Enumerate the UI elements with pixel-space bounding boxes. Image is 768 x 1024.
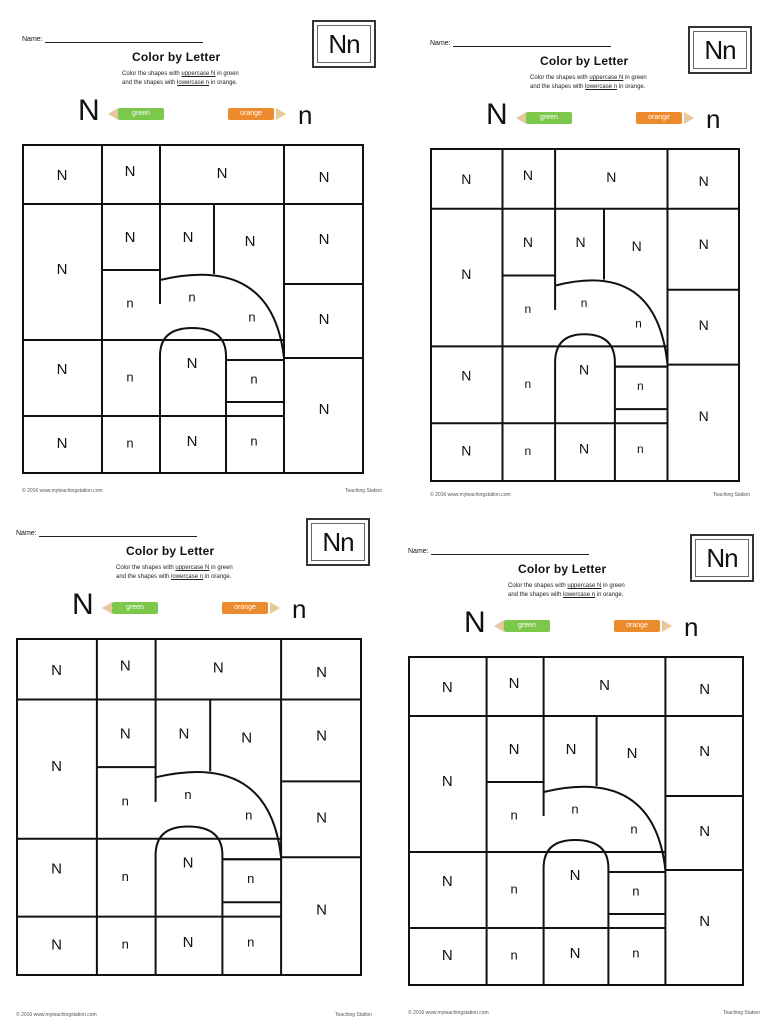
cell-letter-uppercase[interactable]: N bbox=[182, 228, 194, 246]
cell-letter-uppercase[interactable]: N bbox=[124, 162, 136, 180]
cell-letter-uppercase[interactable]: N bbox=[51, 936, 62, 954]
green-pencil-icon: green bbox=[102, 602, 160, 614]
cell-letter-uppercase[interactable]: N bbox=[56, 360, 68, 378]
lowercase-letter: n bbox=[684, 612, 699, 642]
green-pencil-icon: green bbox=[494, 620, 552, 632]
cell-letter-uppercase[interactable]: N bbox=[441, 772, 453, 790]
cell-letter-uppercase[interactable]: N bbox=[508, 674, 520, 692]
name-row bbox=[408, 546, 589, 555]
grid-svg bbox=[16, 638, 362, 976]
worksheet-3 bbox=[16, 514, 372, 1018]
cell-letter-uppercase[interactable]: N bbox=[241, 729, 253, 747]
footer: © 2016 www.myteachingstation.com Teaching Station bbox=[430, 492, 750, 498]
cell-letter-lowercase[interactable]: n bbox=[636, 379, 644, 394]
color-grid bbox=[22, 144, 364, 474]
lowercase-letter: n bbox=[292, 594, 307, 624]
instructions: Color the shapes with uppercase N in green and the shapes with lowercase n in orange. bbox=[116, 565, 233, 580]
cell-letter-lowercase[interactable]: n bbox=[126, 435, 134, 451]
orange-pencil-icon: orange bbox=[228, 108, 286, 120]
cell-letter-lowercase[interactable]: n bbox=[247, 871, 255, 887]
cell-letter-lowercase[interactable]: n bbox=[632, 945, 640, 961]
worksheet-title: Color by Letter bbox=[126, 544, 215, 558]
letter-badge: Nn bbox=[312, 20, 376, 68]
name-row bbox=[16, 528, 197, 537]
cell-letter-lowercase[interactable]: n bbox=[250, 433, 258, 449]
cell-letter-uppercase[interactable]: N bbox=[579, 440, 590, 457]
cell-letter-lowercase[interactable]: n bbox=[632, 883, 640, 899]
cell-letter-uppercase[interactable]: N bbox=[698, 407, 709, 424]
color-legend bbox=[72, 590, 332, 626]
color-legend bbox=[486, 100, 746, 136]
green-pencil-icon: green bbox=[108, 108, 166, 120]
cell-letter-uppercase[interactable]: N bbox=[119, 657, 131, 675]
color-grid bbox=[16, 638, 362, 976]
cell-letter-uppercase[interactable]: N bbox=[318, 168, 330, 186]
cell-letter-lowercase[interactable]: n bbox=[580, 296, 588, 311]
uppercase-letter: N bbox=[72, 588, 94, 621]
green-pencil-icon: green bbox=[516, 112, 574, 124]
instructions: Color the shapes with uppercase N in green and the shapes with lowercase n in orange. bbox=[508, 583, 625, 598]
cell-letter-lowercase[interactable]: n bbox=[510, 807, 518, 823]
grid-svg bbox=[22, 144, 364, 474]
cell-letter-uppercase[interactable]: N bbox=[441, 946, 453, 964]
cell-letter-uppercase[interactable]: N bbox=[579, 361, 590, 378]
uppercase-letter: N bbox=[464, 606, 486, 639]
cell-letter-uppercase[interactable]: N bbox=[318, 400, 330, 418]
name-label: Name: bbox=[408, 548, 429, 555]
cell-letter-uppercase[interactable]: N bbox=[316, 809, 327, 827]
worksheet-title: Color by Letter bbox=[540, 54, 629, 68]
letter-badge: Nn bbox=[690, 534, 754, 582]
cell-letter-uppercase[interactable]: N bbox=[316, 663, 327, 681]
cell-letter-lowercase[interactable]: n bbox=[250, 371, 258, 387]
cell-letter-uppercase[interactable]: N bbox=[522, 233, 533, 250]
instructions: Color the shapes with uppercase N in green and the shapes with lowercase n in orange. bbox=[122, 71, 239, 86]
cell-letter-uppercase[interactable]: N bbox=[56, 166, 68, 184]
grid-svg bbox=[430, 148, 740, 482]
instructions: Color the shapes with uppercase N in green and the shapes with lowercase n in orange. bbox=[530, 75, 647, 90]
footer: © 2016 www.myteachingstation.com Teaching Station bbox=[22, 488, 382, 494]
cell-letter-uppercase[interactable]: N bbox=[124, 228, 136, 246]
cell-letter-uppercase[interactable]: N bbox=[698, 173, 709, 190]
cell-letter-lowercase[interactable]: n bbox=[635, 316, 642, 331]
cell-letter-lowercase[interactable]: n bbox=[524, 302, 532, 317]
cell-letter-lowercase[interactable]: n bbox=[630, 821, 638, 837]
cell-letter-lowercase[interactable]: n bbox=[184, 787, 192, 803]
name-field-line[interactable] bbox=[39, 528, 197, 537]
cell-letter-uppercase[interactable]: N bbox=[565, 740, 577, 758]
cell-letter-lowercase[interactable]: n bbox=[121, 869, 129, 885]
cell-letter-lowercase[interactable]: n bbox=[248, 309, 256, 325]
cell-letter-uppercase[interactable]: N bbox=[522, 167, 533, 184]
color-grid bbox=[430, 148, 740, 482]
footer: © 2016 www.myteachingstation.com Teaching Station bbox=[408, 1010, 760, 1016]
cell-letter-uppercase[interactable]: N bbox=[569, 866, 581, 884]
worksheet-1 bbox=[22, 20, 382, 494]
cell-letter-uppercase[interactable]: N bbox=[575, 233, 586, 250]
cell-letter-uppercase[interactable]: N bbox=[441, 678, 453, 696]
cell-letter-lowercase[interactable]: n bbox=[510, 947, 518, 963]
cell-letter-lowercase[interactable]: n bbox=[188, 289, 196, 305]
cell-letter-lowercase[interactable]: n bbox=[245, 807, 253, 823]
cell-letter-lowercase[interactable]: n bbox=[524, 376, 532, 391]
cell-letter-uppercase[interactable]: N bbox=[626, 744, 638, 762]
cell-letter-uppercase[interactable]: N bbox=[461, 266, 472, 283]
cell-letter-lowercase[interactable]: n bbox=[524, 443, 532, 458]
cell-letter-uppercase[interactable]: N bbox=[316, 727, 327, 745]
name-field-line[interactable] bbox=[431, 546, 589, 555]
cell-letter-uppercase[interactable]: N bbox=[212, 659, 224, 677]
cell-letter-uppercase[interactable]: N bbox=[216, 164, 228, 182]
cell-letter-uppercase[interactable]: N bbox=[51, 758, 62, 776]
letter-badge: Nn bbox=[306, 518, 370, 566]
cell-letter-uppercase[interactable]: N bbox=[56, 434, 68, 452]
name-label: Name: bbox=[22, 36, 43, 43]
name-field-line[interactable] bbox=[453, 38, 611, 47]
orange-pencil-icon: orange bbox=[636, 112, 694, 124]
cell-letter-lowercase[interactable]: n bbox=[247, 934, 255, 950]
cell-letter-uppercase[interactable]: N bbox=[178, 725, 190, 743]
worksheet-4 bbox=[408, 532, 760, 1016]
cell-letter-lowercase[interactable]: n bbox=[636, 441, 644, 456]
name-row bbox=[22, 34, 203, 43]
cell-letter-uppercase[interactable]: N bbox=[699, 822, 711, 840]
cell-letter-uppercase[interactable]: N bbox=[318, 310, 330, 328]
cell-letter-lowercase[interactable]: n bbox=[510, 881, 518, 897]
cell-letter-uppercase[interactable]: N bbox=[461, 442, 472, 459]
cell-letter-uppercase[interactable]: N bbox=[51, 661, 62, 679]
worksheet-title: Color by Letter bbox=[132, 50, 221, 64]
cell-letter-uppercase[interactable]: N bbox=[599, 676, 610, 694]
name-row bbox=[430, 38, 611, 47]
cell-letter-uppercase[interactable]: N bbox=[508, 740, 520, 758]
cell-letter-uppercase[interactable]: N bbox=[244, 232, 256, 250]
cell-letter-uppercase[interactable]: N bbox=[569, 944, 581, 962]
cell-letter-uppercase[interactable]: N bbox=[461, 367, 472, 384]
color-grid bbox=[408, 656, 744, 986]
name-label: Name: bbox=[16, 530, 37, 537]
cell-letter-uppercase[interactable]: N bbox=[461, 171, 472, 188]
cell-letter-uppercase[interactable]: N bbox=[441, 872, 453, 890]
cell-letter-lowercase[interactable]: n bbox=[126, 369, 134, 385]
cell-letter-lowercase[interactable]: n bbox=[126, 295, 134, 311]
color-legend bbox=[464, 608, 724, 644]
lowercase-letter: n bbox=[706, 104, 721, 134]
name-field-line[interactable] bbox=[45, 34, 203, 43]
letter-badge: Nn bbox=[688, 26, 752, 74]
cell-letter-uppercase[interactable]: N bbox=[631, 237, 642, 254]
name-label: Name: bbox=[430, 40, 451, 47]
cell-letter-uppercase[interactable]: N bbox=[182, 854, 194, 872]
cell-letter-uppercase[interactable]: N bbox=[698, 235, 709, 252]
cell-letter-uppercase[interactable]: N bbox=[318, 230, 330, 248]
cell-letter-lowercase[interactable]: n bbox=[571, 801, 579, 817]
cell-letter-uppercase[interactable]: N bbox=[699, 742, 711, 760]
cell-letter-uppercase[interactable]: N bbox=[698, 316, 709, 333]
color-legend bbox=[78, 96, 338, 132]
grid-svg bbox=[408, 656, 744, 986]
cell-letter-lowercase[interactable]: n bbox=[121, 936, 129, 952]
cell-letter-uppercase[interactable]: N bbox=[186, 354, 198, 372]
orange-pencil-icon: orange bbox=[614, 620, 672, 632]
uppercase-letter: N bbox=[78, 94, 100, 127]
orange-pencil-icon: orange bbox=[222, 602, 280, 614]
cell-letter-uppercase[interactable]: N bbox=[56, 260, 68, 278]
cell-letter-uppercase[interactable]: N bbox=[606, 169, 617, 186]
cell-letter-uppercase[interactable]: N bbox=[699, 912, 711, 930]
worksheet-title: Color by Letter bbox=[518, 562, 607, 576]
footer: © 2016 www.myteachingstation.com Teaching Station bbox=[16, 1012, 372, 1018]
cell-letter-uppercase[interactable]: N bbox=[119, 725, 131, 743]
lowercase-letter: n bbox=[298, 100, 313, 130]
uppercase-letter: N bbox=[486, 98, 508, 131]
cell-letter-uppercase[interactable]: N bbox=[182, 934, 194, 952]
cell-letter-uppercase[interactable]: N bbox=[51, 860, 62, 878]
cell-letter-uppercase[interactable]: N bbox=[699, 680, 711, 698]
worksheet-2 bbox=[430, 24, 750, 498]
cell-letter-uppercase[interactable]: N bbox=[316, 901, 327, 919]
cell-letter-lowercase[interactable]: n bbox=[121, 793, 129, 809]
cell-letter-uppercase[interactable]: N bbox=[186, 432, 198, 450]
